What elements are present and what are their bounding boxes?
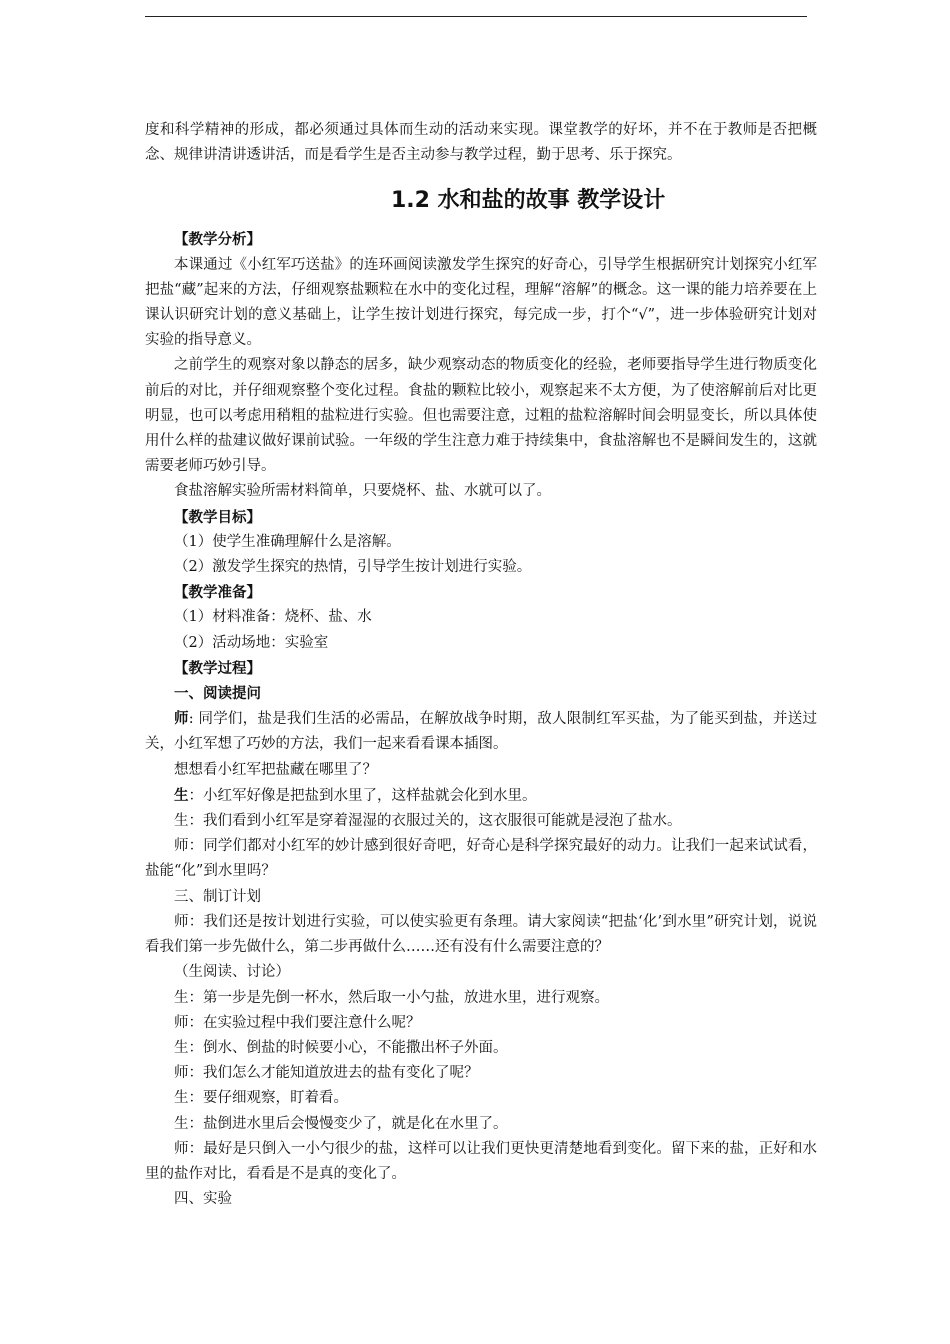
header-rule: [145, 16, 807, 17]
step3-student-line-4: 生：盐倒进水里后会慢慢变少了，就是化在水里了。: [174, 1115, 508, 1132]
step1-teacher-text: : 同学们，盐是我们生活的必需品，在解放战争时期，敌人限制红军买盐，为了能买到盐，并送过关，小红军想了巧妙的方法，我们一起来看看课本插图。: [145, 711, 817, 753]
step3-student-line-3: 生：要仔细观察，盯着看。: [174, 1090, 348, 1107]
goal-item-2: （2）激发学生探究的热情，引导学生按计划进行实验。: [174, 559, 532, 576]
step3-teacher-line-2: 师：在实验过程中我们要注意什么呢？: [174, 1014, 421, 1031]
goal-item-1: （1）使学生准确理解什么是溶解。: [174, 533, 401, 550]
step1-student-text-1: ：小红军好像是把盐到水里了，这样盐就会化到水里。: [188, 787, 537, 804]
page-title: 1.2 水和盐的故事 教学设计: [391, 188, 666, 214]
process-heading: 【教学过程】: [174, 659, 261, 677]
step4-heading: 四、实验: [174, 1191, 232, 1208]
speaker-label-teacher: 师: [174, 710, 189, 728]
speaker-label-student: 生: [174, 786, 189, 804]
step3-heading: 三、制订计划: [174, 888, 261, 905]
step3-teacher-line-1: 师：我们还是按计划进行实验，可以使实验更有条理。请大家阅读“把盐‘化’到水里”研究计划，说说看我们第一步先做什么，第二步再做什么……还有没有什么需要注意的？: [145, 913, 817, 956]
step1-teacher-line-2: 师：同学们都对小红军的妙计感到很好奇吧，好奇心是科学探究最好的动力。让我们一起来试试看，盐能“化”到水里吗？: [145, 838, 817, 880]
step1-student-line-1: [145, 783, 817, 809]
continuation-paragraph: 度和科学精神的形成，都必须通过具体而生动的活动来实现。课堂教学的好坏，并不在于教师是否把概念、规律讲清讲透讲活，而是看学生是否主动参与教学过程，勤于思考、乐于探究。: [145, 122, 817, 164]
goals-heading: 【教学目标】: [174, 508, 261, 526]
step3-teacher-line-4: 师：最好是只倒入一小勺很少的盐，这样可以让我们更快更清楚地看到变化。留下来的盐，正好和水里的盐作对比，看看是不是真的变化了。: [145, 1140, 817, 1182]
prep-item-1: （1）材料准备：烧杯、盐、水: [174, 609, 372, 626]
step3-student-line-1: 生：第一步是先倒一杯水，然后取一小勺盐，放进水里，进行观察。: [174, 989, 609, 1006]
prep-heading: 【教学准备】: [174, 584, 261, 602]
step3-teacher-line-3: 师：我们怎么才能知道放进去的盐有变化了呢？: [174, 1065, 479, 1082]
step1-question: 想想看小红军把盐藏在哪里了？: [174, 761, 377, 778]
prep-item-2: （2）活动场地：实验室: [174, 634, 329, 651]
analysis-paragraph-1: 本课通过《小红军巧送盐》的连环画阅读激发学生探究的好奇心，引导学生根据研究计划探究小红军把盐“藏”起来的方法，仔细观察盐颗粒在水中的变化过程，理解“溶解”的概念。这一课的能力培养要在上课认识研究计划的意义基础上，让学生按计划进行探究，每完成一步，打个“√”，进一步体验研究计划对实验的指导意义。: [145, 256, 817, 349]
step1-student-line-2: 生：我们看到小红军是穿着湿湿的衣服过关的，这衣服很可能就是浸泡了盐水。: [174, 813, 682, 830]
step1-heading: 一、阅读提问: [174, 685, 261, 703]
step1-teacher-line: [145, 706, 817, 757]
document-page: [145, 118, 817, 1212]
analysis-paragraph-2: 之前学生的观察对象以静态的居多，缺少观察动态的物质变化的经验，老师要指导学生进行物质变化前后的对比，并仔细观察整个变化过程。食盐的颗粒比较小，观察起来不太方便，为了使溶解前后对比更明显，也可以考虑用稍粗的盐粒进行实验。但也需要注意，过粗的盐粒溶解时间会明显变长，所以具体使用什么样的盐建议做好课前试验。一年级的学生注意力难于持续集中，食盐溶解也不是瞬间发生的，这就需要老师巧妙引导。: [145, 357, 817, 475]
step3-student-line-2: 生：倒水、倒盐的时候要小心，不能撒出杯子外面。: [174, 1039, 508, 1056]
analysis-paragraph-3: 食盐溶解实验所需材料简单，只要烧杯、盐、水就可以了。: [174, 483, 551, 500]
analysis-heading: 【教学分析】: [174, 231, 261, 249]
step3-note: （生阅读、讨论）: [174, 964, 290, 981]
